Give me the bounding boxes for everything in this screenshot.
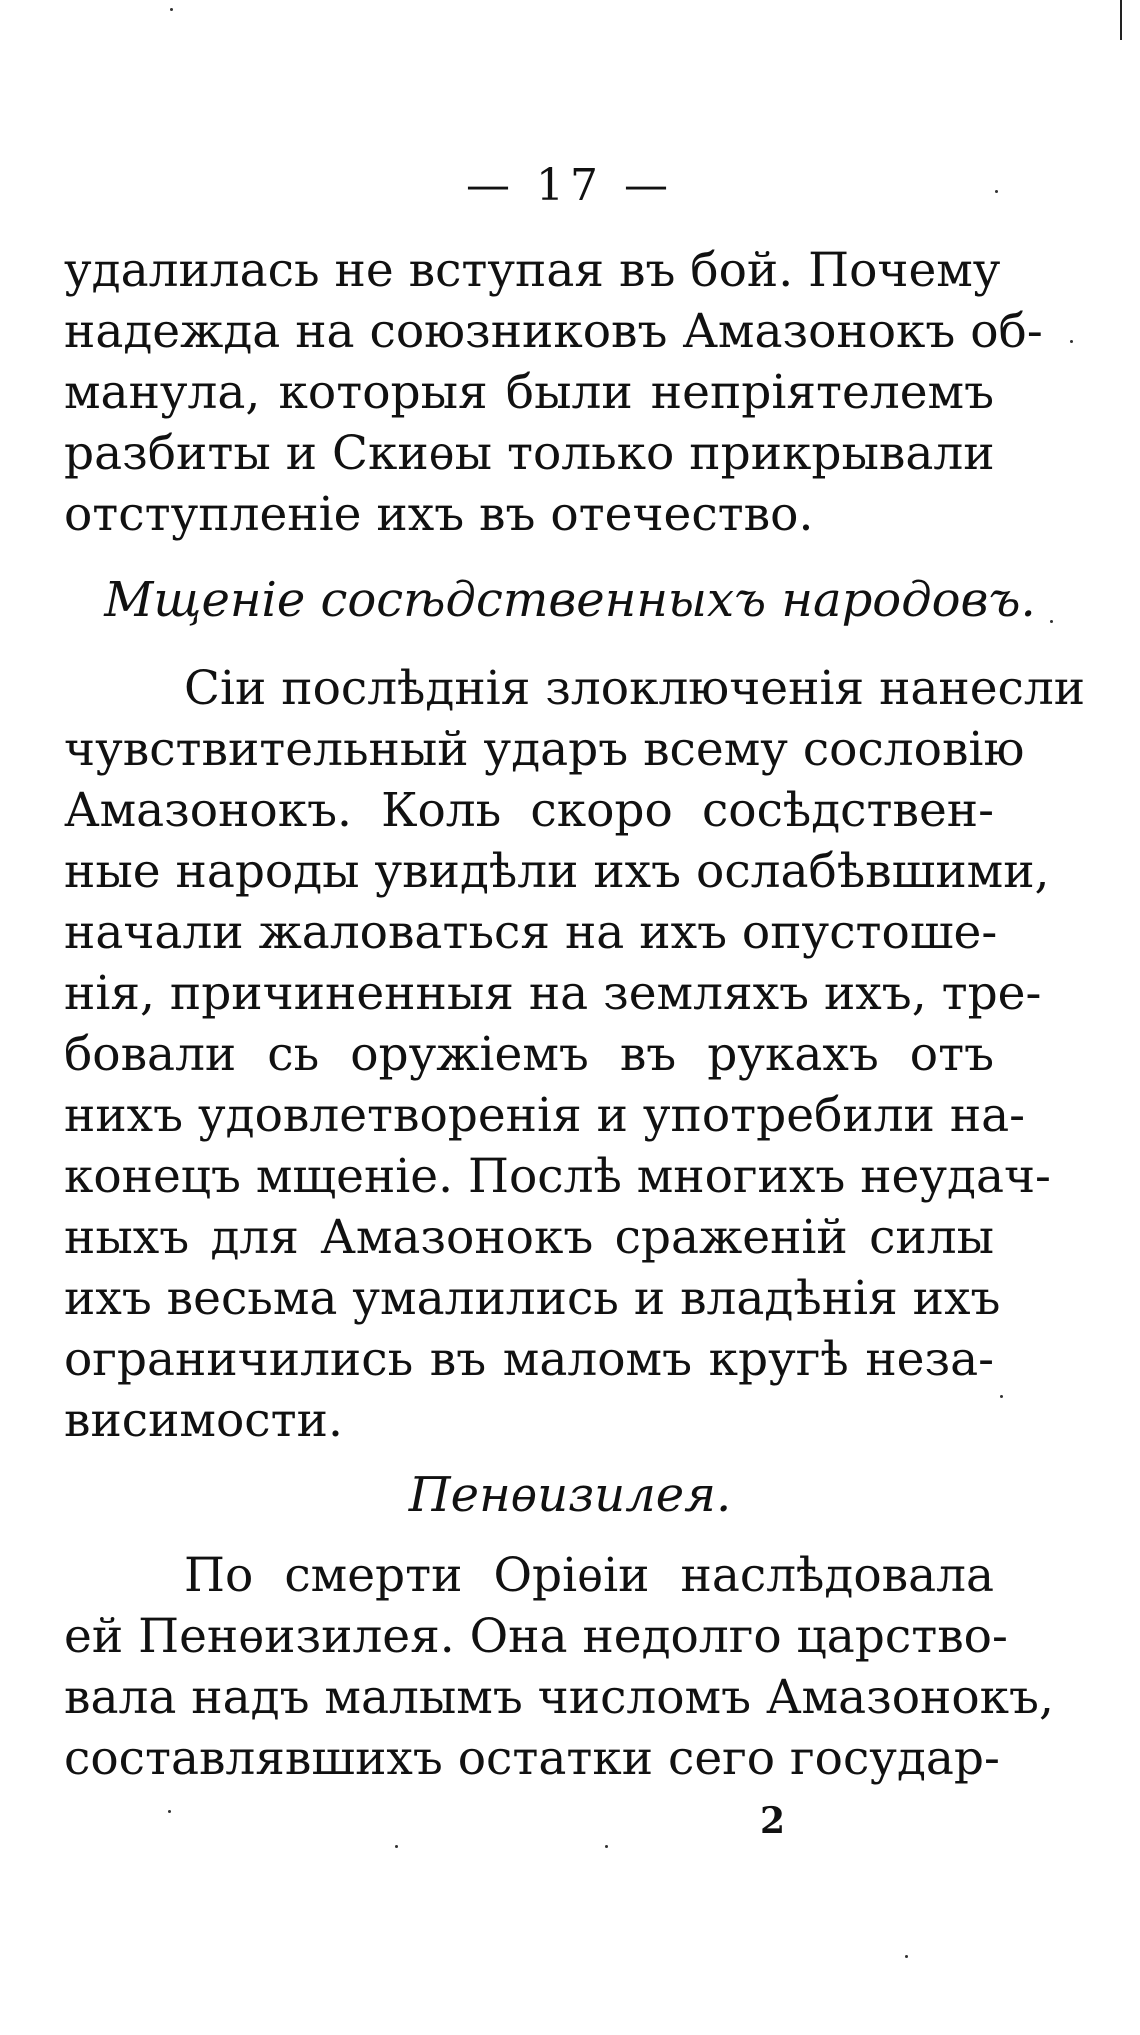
text-line: разбиты и Скиѳы только прикрывали xyxy=(64,426,995,481)
paragraph-1 xyxy=(64,240,1043,545)
text-line: висимости. xyxy=(64,1393,343,1448)
text-line: манула, которыя были непріятелемъ xyxy=(64,365,994,420)
text-line: составлявшихъ остатки сего государ- xyxy=(64,1731,1000,1786)
text-line: ограничились въ маломъ кругѣ неза- xyxy=(64,1332,994,1387)
text-line: Сіи послѣднія злоключенія нанесли xyxy=(184,661,1086,716)
text-line: удалилась не вступая въ бой. Почему xyxy=(64,243,1001,298)
paragraph-2 xyxy=(64,658,1086,1451)
text-line: надежда на союзниковъ Амазонокъ об- xyxy=(64,304,1043,359)
text-line: нихъ удовлетворенія и употребили на- xyxy=(64,1088,1026,1143)
text-line: конецъ мщеніе. Послѣ многихъ неудач- xyxy=(64,1149,1051,1204)
text-line: бовали сь оружіемъ въ рукахъ отъ xyxy=(64,1027,994,1082)
section-heading-penthesilea: Пенѳизилея. xyxy=(408,1467,732,1523)
section-heading-revenge: Мщеніе сосѣдственныхъ народовъ. xyxy=(104,572,1036,628)
page-number: — 17 — xyxy=(466,160,674,211)
scan-edge-mark xyxy=(1120,0,1122,40)
text-line: Амазонокъ. Коль скоро сосѣдствен- xyxy=(64,783,994,838)
text-line: нія, причиненныя на земляхъ ихъ, тре- xyxy=(64,966,1042,1021)
paragraph-3 xyxy=(64,1545,1054,1789)
text-line: По смерти Оріѳіи наслѣдовала xyxy=(184,1548,994,1603)
text-line: отступленіе ихъ въ отечество. xyxy=(64,487,814,542)
text-line: ныхъ для Амазонокъ сраженій силы xyxy=(64,1210,994,1265)
text-line: ей Пенѳизилея. Она недолго царство- xyxy=(64,1609,1008,1664)
text-line: вала надъ малымъ числомъ Амазонокъ, xyxy=(64,1670,1054,1725)
text-line: чувствительный ударъ всему сословію xyxy=(64,722,1025,777)
text-line: ихъ весьма умалились и владѣнія ихъ xyxy=(64,1271,1001,1326)
text-line: начали жаловаться на ихъ опустоше- xyxy=(64,905,998,960)
text-line: ные народы увидѣли ихъ ослабѣвшими, xyxy=(64,844,1050,899)
signature-mark: 2 xyxy=(760,1800,786,1842)
